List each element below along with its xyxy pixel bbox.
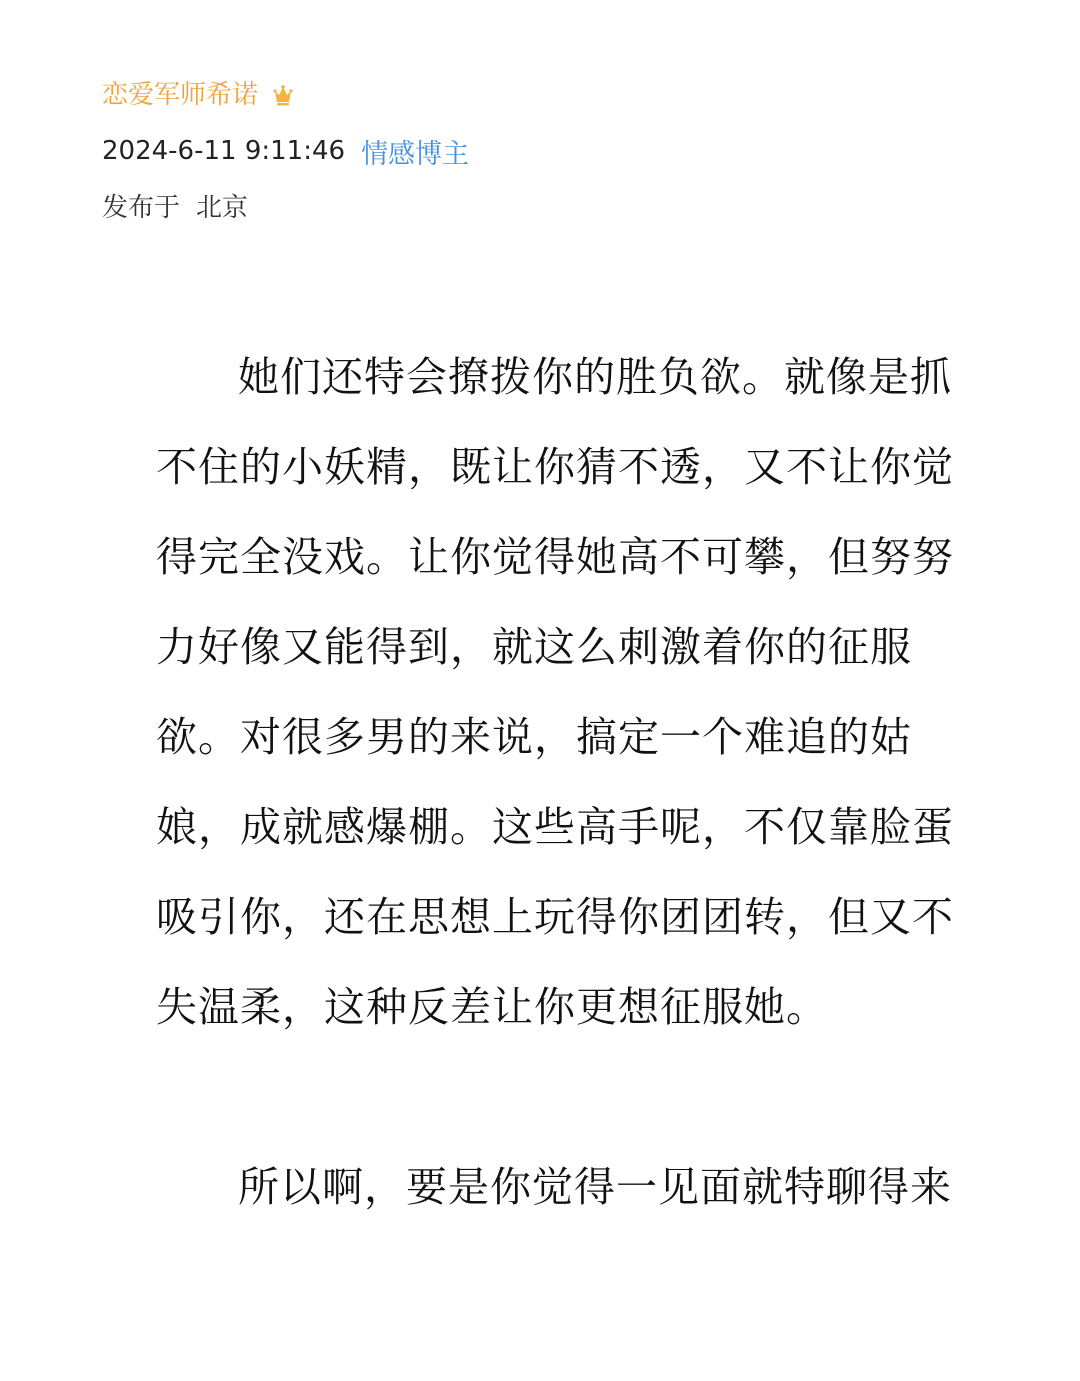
article-body [156, 332, 966, 1232]
location-label: 发布于 [102, 192, 181, 223]
author-name[interactable]: 恋爱军师希诺 [102, 80, 259, 110]
author-tag[interactable]: 情感博主 [361, 138, 470, 170]
article-paragraph: 她们还特会撩拨你的胜负欲。就像是抓不住的小妖精，既让你猜不透，又不让你觉得完全没戏。让你觉得她高不可攀，但努努力好像又能得到，就这么刺激着你的征服欲。对很多男的来说，搞定一个难追的姑娘，成就感爆棚。这些高手呢，不仅靠脸蛋吸引你，还在思想上玩得你团团转，但又不失温柔，这种反差让你更想征服她。 [156, 353, 954, 1031]
meta-row [102, 134, 469, 168]
article-paragraph: 所以啊，要是你觉得一见面就特聊得来 [238, 1163, 952, 1211]
post-timestamp: 2024-6-11 9:11:46 [102, 136, 346, 166]
location-value: 北京 [196, 192, 249, 223]
location-row [102, 188, 248, 222]
crown-icon [272, 83, 294, 107]
post-header [102, 76, 802, 223]
author-row [102, 76, 802, 114]
